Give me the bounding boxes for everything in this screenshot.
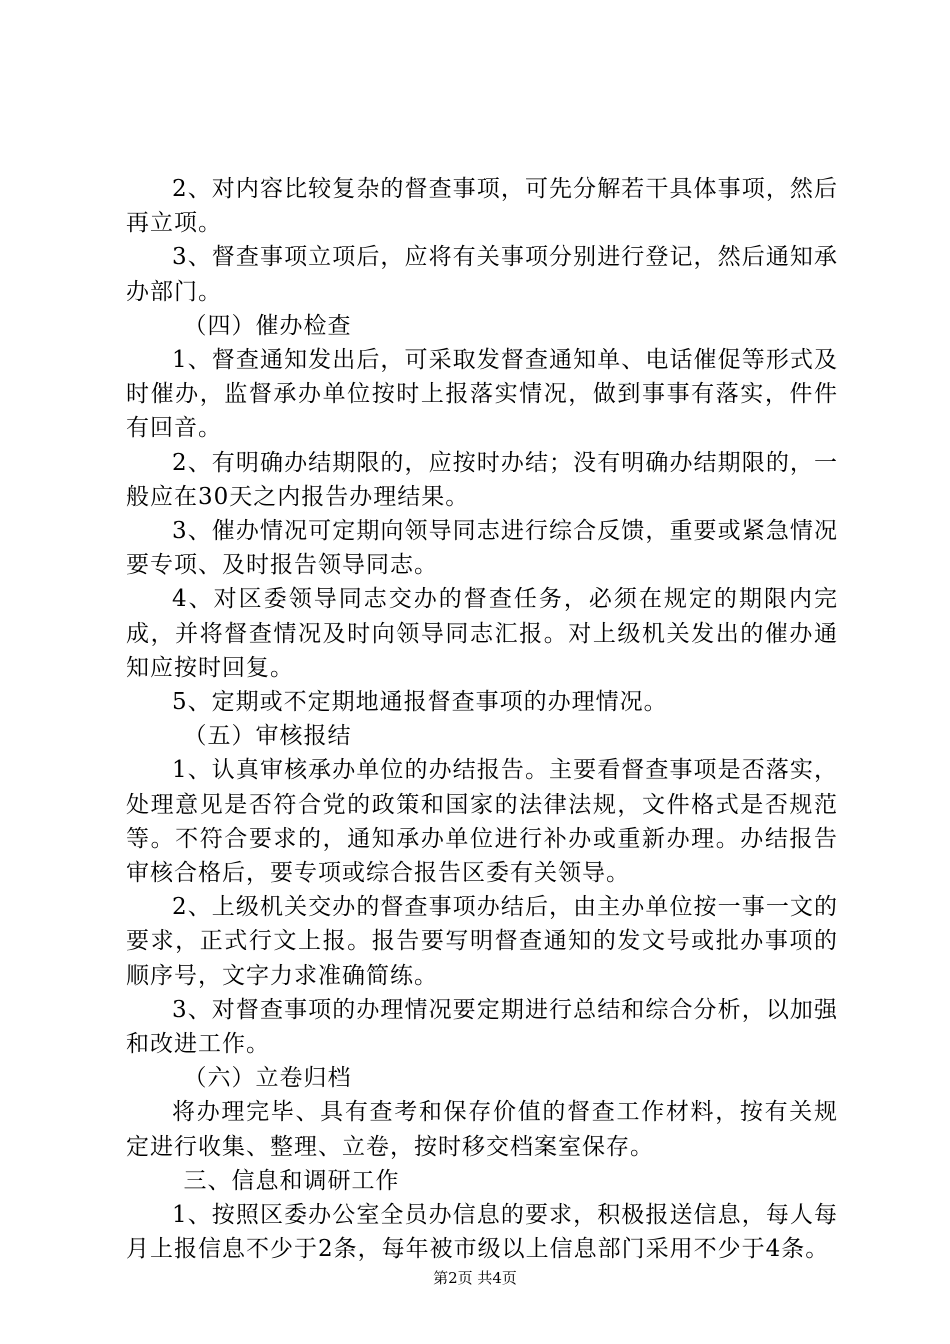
paragraph: 1、按照区委办公室全员办信息的要求，积极报送信息，每人每月上报信息不少于2条，每年被市级以上信息部门采用不少于4条。 [126,1202,838,1263]
page-number-label: 第2页 共4页 [433,1269,517,1287]
paragraph: 2、有明确办结期限的，应按时办结；没有明确办结期限的，一般应在30天之内报告办理结果。 [126,449,838,510]
document-body [126,172,838,1267]
paragraph: 3、督查事项立项后，应将有关事项分别进行登记，然后通知承办部门。 [126,244,838,305]
paragraph: 1、督查通知发出后，可采取发督查通知单、电话催促等形式及时催办，监督承办单位按时上报落实情况，做到事事有落实，件件有回音。 [126,347,838,442]
section-heading: （六）立卷归档 [183,1065,352,1092]
paragraph: 3、催办情况可定期向领导同志进行综合反馈，重要或紧急情况要专项、及时报告领导同志。 [126,518,838,579]
section-heading: 三、信息和调研工作 [183,1167,400,1194]
paragraph: 1、认真审核承办单位的办结报告。主要看督查事项是否落实，处理意见是否符合党的政策和国家的法律法规，文件格式是否规范等。不符合要求的，通知承办单位进行补办或重新办理。办结报告审核合格后，要专项或综合报告区委有关领导。 [126,757,838,887]
paragraph: 3、对督查事项的办理情况要定期进行总结和综合分析，以加强和改进工作。 [126,996,838,1058]
paragraph: 将办理完毕、具有查考和保存价值的督查工作材料，按有关规定进行收集、整理、立卷，按时移交档案室保存。 [126,1099,838,1160]
paragraph: 2、上级机关交办的督查事项办结后，由主办单位按一事一文的要求，正式行文上报。报告要写明督查通知的发文号或批办事项的顺序号，文字力求准确简练。 [126,894,838,989]
paragraph: 5、定期或不定期地通报督查事项的办理情况。 [172,689,668,716]
section-heading: （五）审核报结 [183,723,352,750]
paragraph: 4、对区委领导同志交办的督查任务，必须在规定的期限内完成，并将督查情况及时向领导同志汇报。对上级机关发出的催办通知应按时回复。 [126,586,838,681]
paragraph: 2、对内容比较复杂的督查事项，可先分解若干具体事项，然后再立项。 [126,176,838,237]
page-footer [0,1268,950,1288]
section-heading: （四）催办检查 [183,312,352,339]
